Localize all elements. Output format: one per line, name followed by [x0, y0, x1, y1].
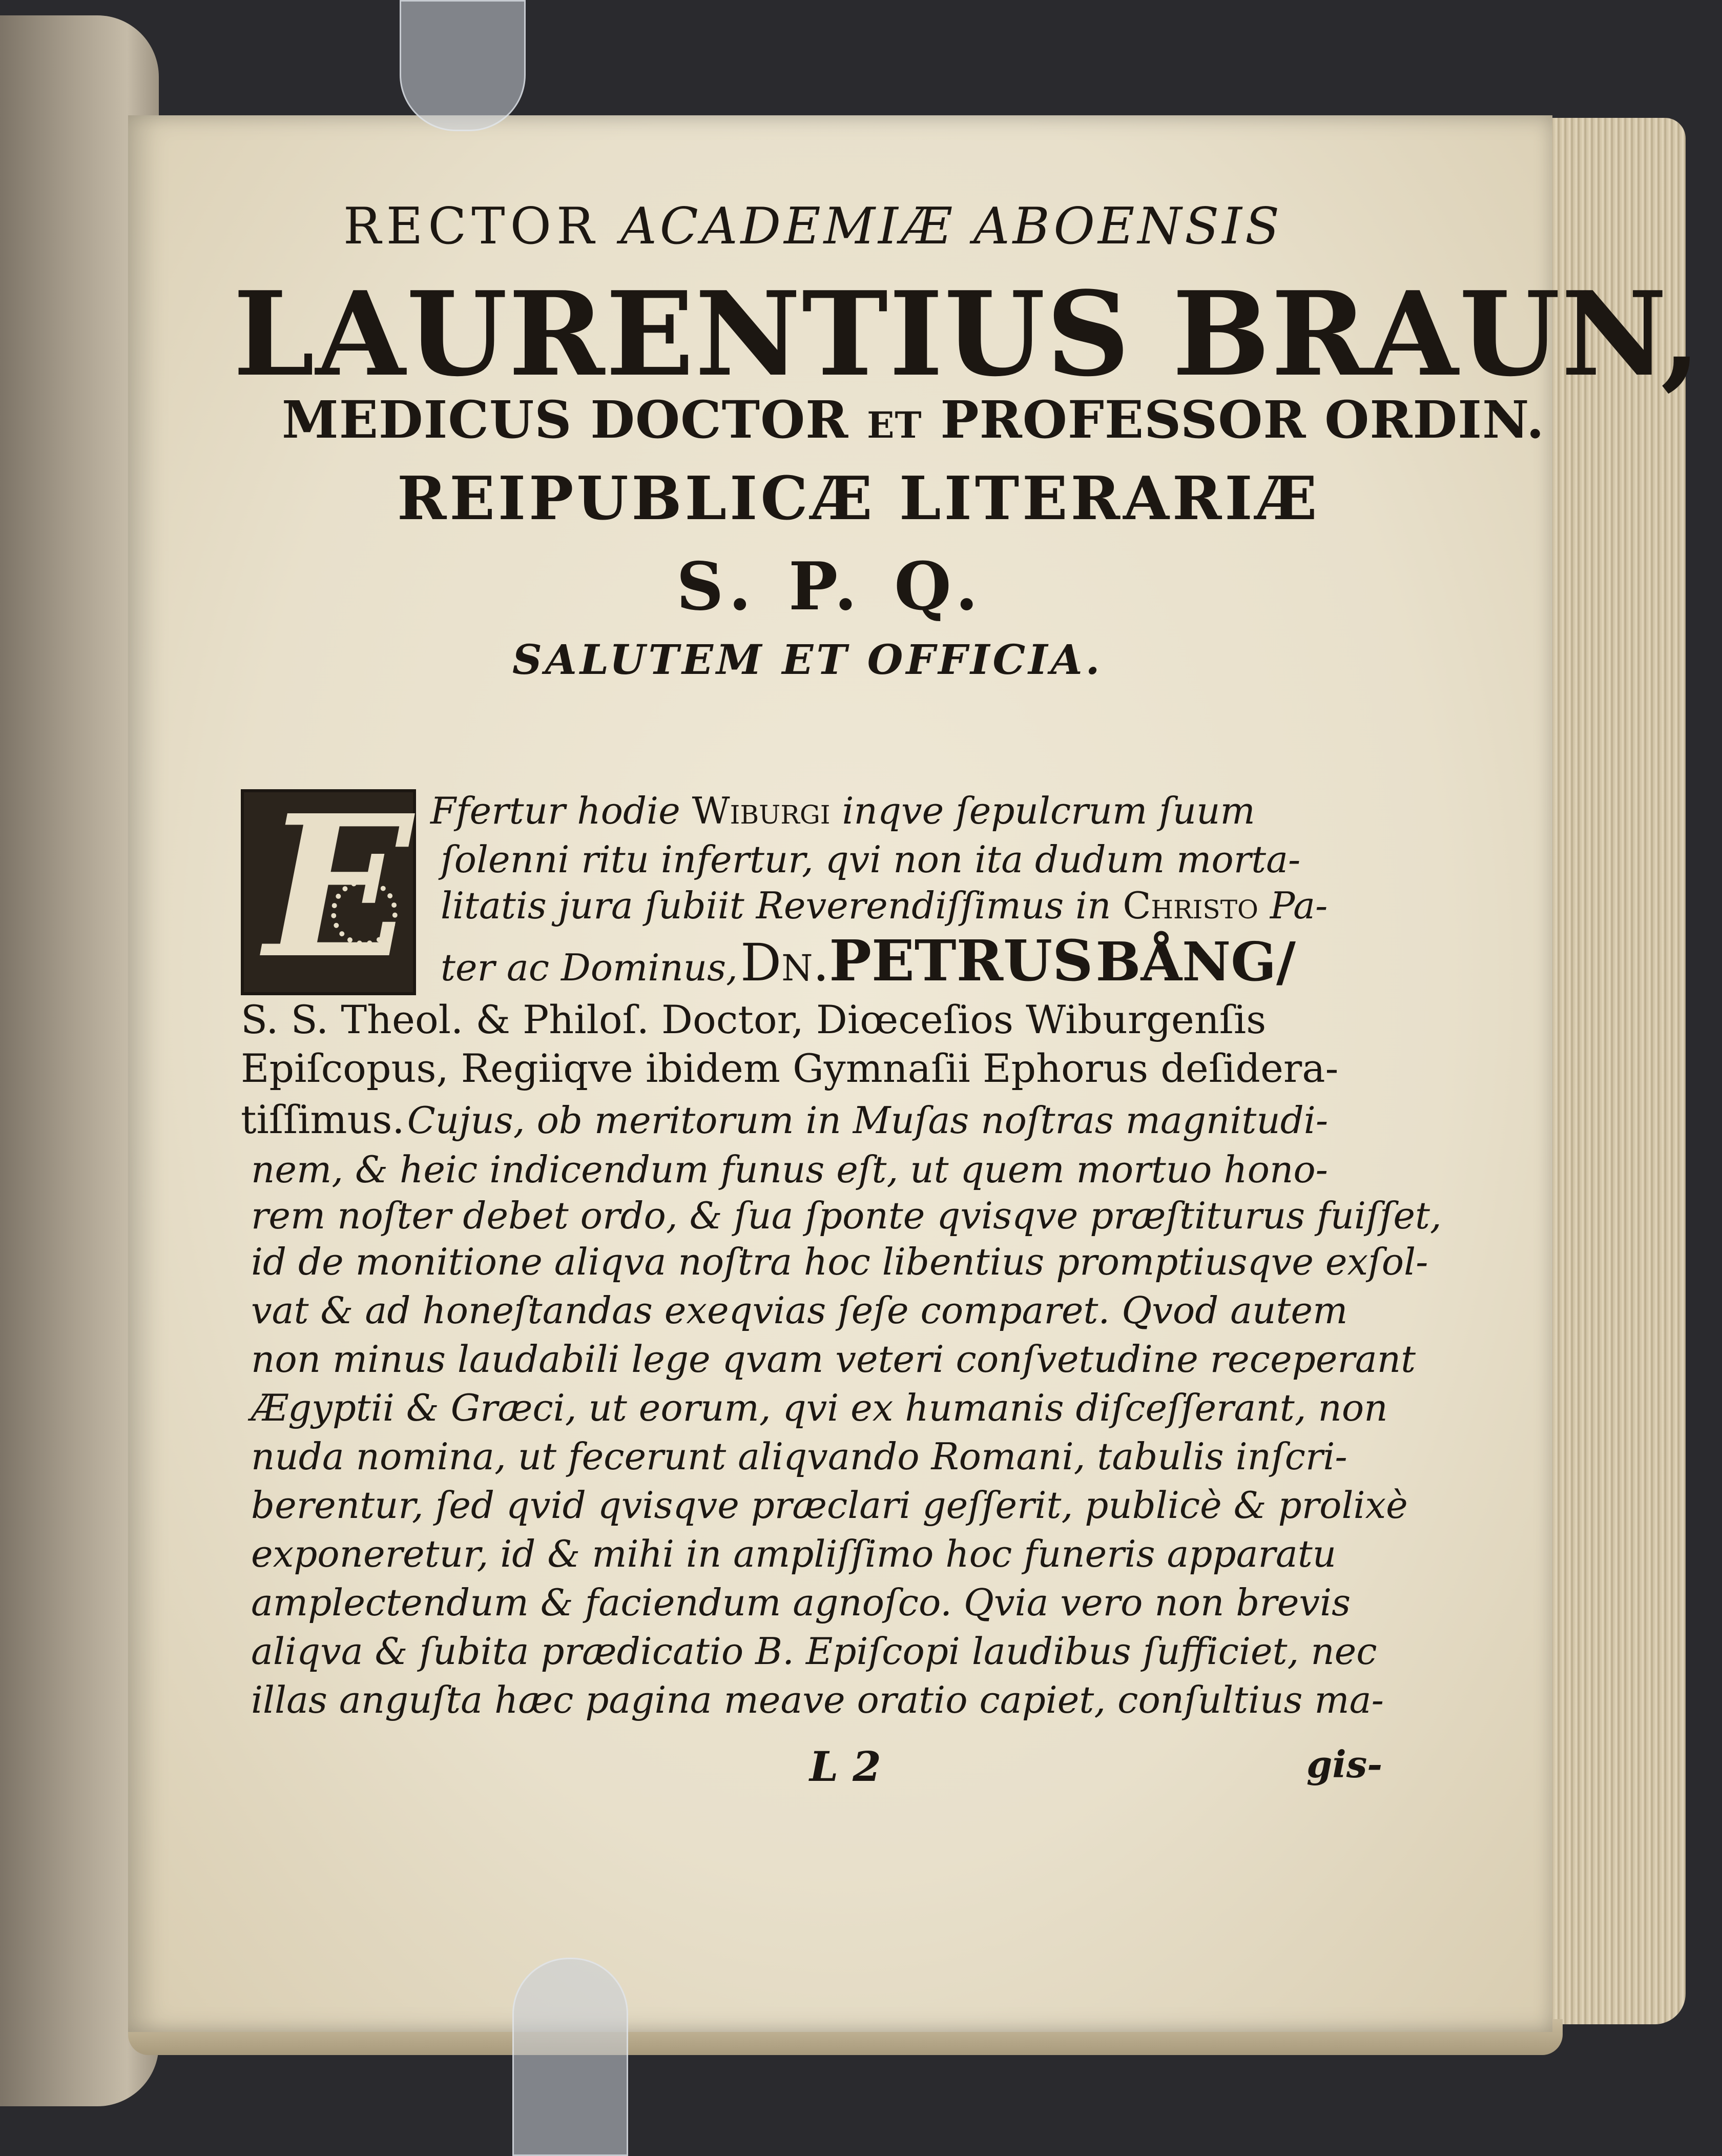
heading-et: ET [867, 404, 922, 446]
bottom-page-clip [512, 1958, 628, 2156]
heading-title-line [282, 389, 1545, 450]
heading-salutem: SALUTEM ET OFFICIA. [512, 635, 1103, 684]
body-line-5: S. S. Theol. & Philoſ. Doctor, Diœceſios Wiburgenſis [241, 997, 1267, 1042]
body-line-3a: litatis jura ſubiit Reverendiſſimus in [441, 884, 1111, 927]
body-line-3 [441, 884, 1327, 927]
body-line-7b: Cujus, ob meritorum in Muſas noſtras magnitudi- [407, 1099, 1329, 1142]
body-line-14: nuda nomina, ut fecerunt aliqvando Romani, tabulis inſcri- [251, 1435, 1347, 1478]
heading-rector: RECTOR [343, 197, 599, 256]
body-line-2: ſolenni ritu infertur, qvi non ita dudum morta- [441, 838, 1301, 881]
heading-reipublicae: REIPUBLICÆ LITERARIÆ [397, 464, 1320, 533]
body-line-3c: Pa- [1270, 884, 1328, 927]
body-line-3b: Christo [1123, 884, 1259, 927]
body-line-18: aliqva & ſubita prædicatio B. Epiſcopi laudibus ſufficiet, nec [251, 1630, 1377, 1673]
heading-rector-line [343, 197, 1282, 256]
heading-name: LAURENTIUS BRAUN, [233, 266, 1702, 402]
body-line-4d: BÅNG/ [1095, 930, 1296, 993]
body-line-1a: Ffertur hodie [430, 789, 680, 832]
body-line-4a: ter ac Dominus, [441, 946, 738, 989]
heading-professor: PROFESSOR ORDIN. [940, 389, 1545, 450]
body-line-7 [241, 1097, 1328, 1142]
body-line-19: illas anguſta hæc pagina meave oratio capiet, conſultius ma- [251, 1678, 1384, 1721]
heading-medicus: MEDICUS DOCTOR [282, 389, 849, 450]
body-line-11: vat & ad honeſtandas exeqvias ſeſe comparet. Qvod autem [251, 1289, 1348, 1332]
body-line-4b: Dn. [740, 933, 829, 993]
decorated-initial [241, 772, 416, 1001]
heading-spq: S. P. Q. [676, 548, 985, 625]
signature-mark: L 2 [810, 1742, 881, 1791]
body-line-4c: PETRUS [829, 928, 1093, 994]
body-line-13: Ægyptii & Græci, ut eorum, qvi ex humanis diſceſſerant, non [251, 1386, 1388, 1429]
left-page-bleedthrough [10, 128, 143, 282]
body-line-10: id de monitione aliqva noſtra hoc libentius promptiusqve exſol- [251, 1240, 1428, 1283]
initial-letter: E [264, 772, 413, 1001]
body-line-4 [441, 928, 1296, 994]
heading-academiae: ACADEMIÆ ABOENSIS [620, 197, 1283, 256]
top-page-clip [400, 0, 526, 131]
catchword: gis- [1306, 1742, 1383, 1786]
body-line-12: non minus laudabili lege qvam veteri conſvetudine receperant [251, 1338, 1416, 1381]
body-line-15: berentur, ſed qvid qvisqve præclari geſſerit, publicè & prolixè [251, 1484, 1408, 1527]
body-line-6: Epiſcopus, Regiiqve ibidem Gymnaſii Ephorus deſidera- [241, 1045, 1339, 1091]
body-line-1 [430, 789, 1255, 832]
body-line-9: rem noſter debet ordo, & ſua ſponte qvisqve præſtiturus fuiſſet, [251, 1194, 1442, 1237]
body-line-17: amplectendum & faciendum agnoſco. Qvia vero non brevis [251, 1581, 1351, 1624]
body-line-7a: tiſſimus. [241, 1097, 405, 1142]
body-line-1b: Wiburgi [692, 789, 831, 832]
body-line-1c: inqve ſepulcrum ſuum [842, 789, 1255, 832]
body-line-8: nem, & heic indicendum funus eſt, ut quem mortuo hono- [251, 1148, 1328, 1191]
body-line-16: exponeretur, id & mihi in ampliſſimo hoc funeris apparatu [251, 1532, 1337, 1575]
page-stack-edge [1547, 118, 1686, 2024]
flower-ornament-icon [331, 879, 398, 946]
